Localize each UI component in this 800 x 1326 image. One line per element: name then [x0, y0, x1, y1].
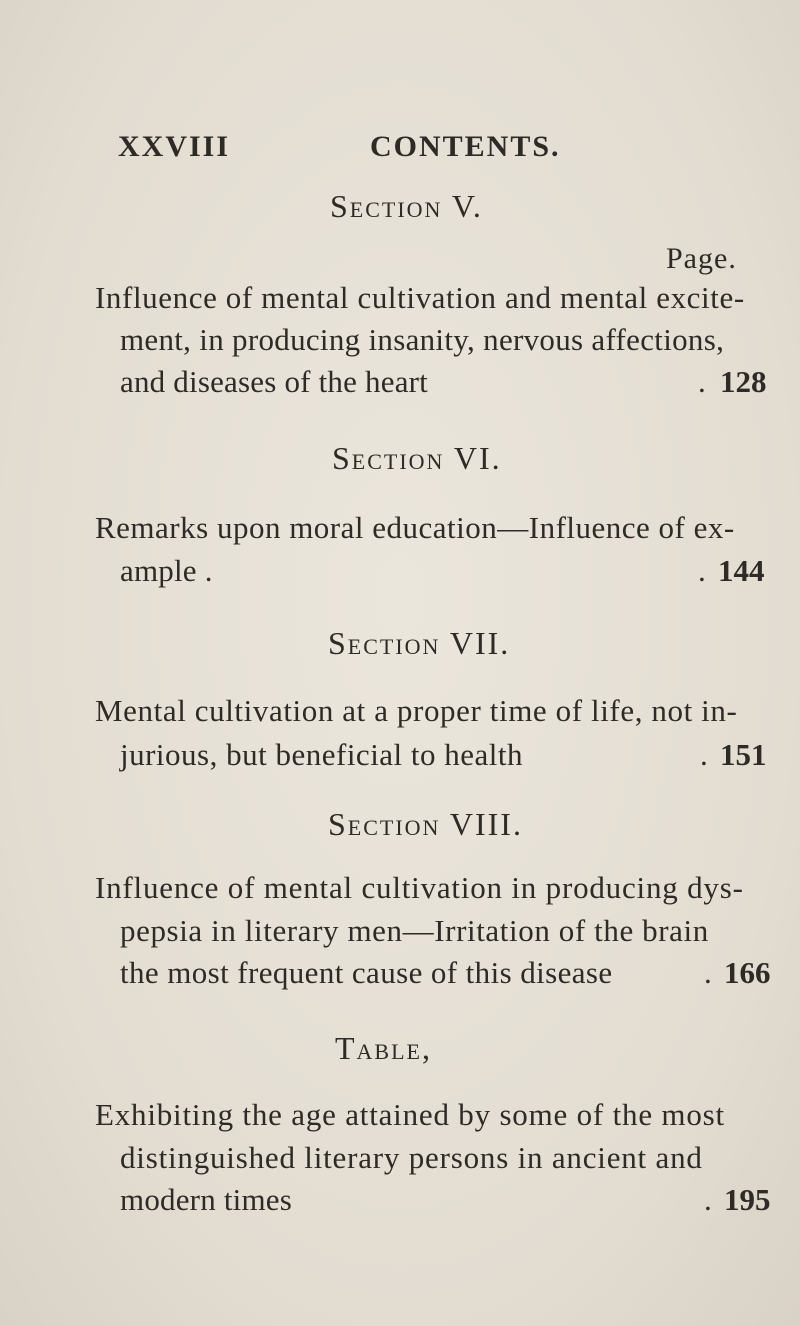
- section-heading: Section VII.: [328, 625, 511, 661]
- entry-line: pepsia in literary men—Irritation of the brain: [120, 913, 709, 948]
- entry-line: ample .: [120, 553, 213, 588]
- leader-dot: .: [704, 955, 712, 990]
- page-number: 151: [720, 737, 767, 772]
- page-header: [0, 130, 800, 170]
- leader-dot: .: [698, 364, 706, 399]
- page-number: 128: [720, 364, 767, 399]
- page-number: 166: [724, 955, 771, 990]
- section-heading: Section VI.: [332, 440, 502, 476]
- page-number: 144: [718, 553, 765, 588]
- page-column-label: Page.: [666, 242, 737, 275]
- running-title: CONTENTS.: [370, 130, 561, 163]
- entry-line: Exhibiting the age attained by some of the most: [95, 1097, 725, 1132]
- entry-line: modern times: [120, 1182, 293, 1217]
- entry-line: the most frequent cause of this disease: [120, 955, 613, 990]
- entry-line: and diseases of the heart: [120, 364, 428, 399]
- entry-line: ment, in producing insanity, nervous affections,: [120, 322, 725, 357]
- entry-line: distinguished literary persons in ancient and: [120, 1140, 703, 1175]
- section-heading: Section VIII.: [328, 806, 523, 842]
- section-heading: Table,: [335, 1030, 432, 1066]
- page-folio: XXVIII: [118, 130, 231, 163]
- leader-dot: .: [698, 553, 706, 588]
- entry-line: Influence of mental cultivation in producing dys-: [95, 870, 744, 905]
- section-heading: Section V.: [330, 188, 483, 224]
- entry-line: Remarks upon moral education—Influence of ex-: [95, 510, 735, 545]
- entry-line: Influence of mental cultivation and mental excite-: [95, 280, 745, 315]
- leader-dot: .: [700, 737, 708, 772]
- leader-dot: .: [704, 1182, 712, 1217]
- entry-line: jurious, but beneficial to health: [120, 737, 524, 772]
- entry-line: Mental cultivation at a proper time of life, not in-: [95, 693, 738, 728]
- page-number: 195: [724, 1182, 771, 1217]
